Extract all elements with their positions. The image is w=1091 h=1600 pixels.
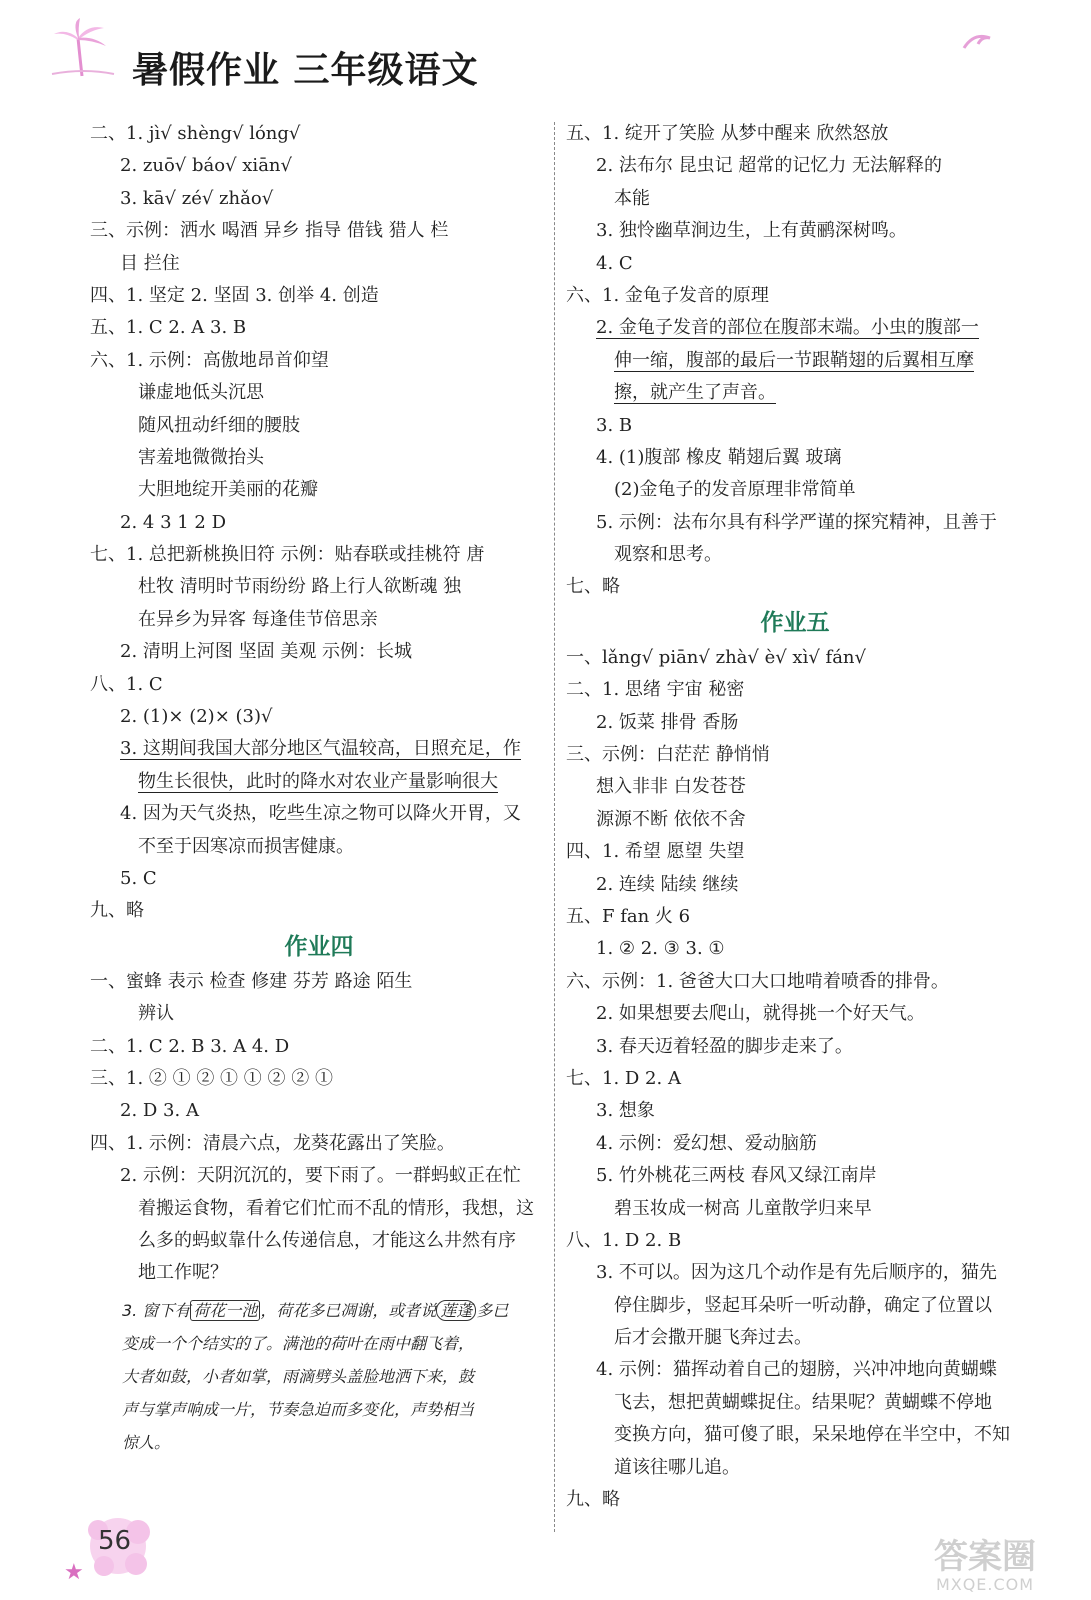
answer-text: 二、1. jì√ shèng√ lóng√ xyxy=(90,123,301,144)
answer-text: 三、示例：白茫茫 静悄悄 xyxy=(566,744,770,766)
answer-line xyxy=(566,1419,1024,1451)
answer-line xyxy=(566,1354,1024,1386)
answer-text: 后才会撒开腿飞奔过去。 xyxy=(614,1327,812,1349)
answer-text: 4. C xyxy=(596,252,633,274)
answer-text: 着搬运食物，看着它们忙而不乱的情形，我想，这 xyxy=(138,1197,534,1219)
answer-line xyxy=(566,1160,1024,1192)
answer-line xyxy=(566,1031,1024,1063)
answer-text: 3. 不可以。因为这几个动作是有先后顺序的，猫先 xyxy=(596,1262,997,1284)
answer-line xyxy=(566,248,1024,280)
answer-text: 谦虚地低头沉思 xyxy=(138,382,264,404)
answer-text: 六、示例：1. 爸爸大口大口地啃着喷香的排骨。 xyxy=(566,970,949,992)
answer-text: 想入非非 白发苍苍 xyxy=(596,776,746,798)
answer-line xyxy=(90,998,548,1030)
handwriting-line: 变成一个个结实的了。满池的荷叶在雨中翻飞着， xyxy=(122,1334,475,1353)
answer-line xyxy=(90,831,548,863)
answer-text: 变换方向，猫可傻了眼，呆呆地停在半空中，不知 xyxy=(614,1424,1010,1446)
answer-text: 2. 4 3 1 2 D xyxy=(120,511,227,533)
answer-text: 杜牧 清明时节雨纷纷 路上行人欲断魂 独 xyxy=(138,576,462,598)
answer-text: 随风扭动纤细的腰肢 xyxy=(138,414,300,436)
answer-text: 飞去，想把黄蝴蝶捉住。结果呢？黄蝴蝶不停地 xyxy=(614,1391,992,1413)
answer-text: 2. (1)× (2)× (3)√ xyxy=(120,706,273,728)
answer-text: 3. 想象 xyxy=(596,1100,655,1122)
section-heading xyxy=(90,928,548,966)
answer-line xyxy=(566,836,1024,868)
answer-line xyxy=(90,507,548,539)
section-heading xyxy=(566,604,1024,642)
handwriting-text: ，荷花多已凋谢，或者说 xyxy=(260,1301,437,1320)
answer-text: 道该往哪儿追。 xyxy=(614,1456,740,1478)
answer-line xyxy=(90,701,548,733)
answer-line xyxy=(566,442,1024,474)
answer-line xyxy=(566,410,1024,442)
answer-text: 3. B xyxy=(596,414,633,436)
answer-text: 大胆地绽开美丽的花瓣 xyxy=(138,479,318,501)
answer-text: 七、1. 总把新桃换旧符 示例：贴春联或挂桃符 唐 xyxy=(90,544,485,566)
answer-line xyxy=(90,312,548,344)
answer-line xyxy=(566,674,1024,706)
answer-line xyxy=(566,539,1024,571)
answer-text: 观察和思考。 xyxy=(614,544,722,566)
answer-line xyxy=(566,933,1024,965)
answer-text: 地工作呢？ xyxy=(138,1262,228,1284)
answer-line xyxy=(90,1031,548,1063)
answer-line xyxy=(566,771,1024,803)
answer-text: 1. ② 2. ③ 3. ① xyxy=(596,938,725,960)
answer-text: 五、F fan 火 6 xyxy=(566,905,691,927)
answer-text: 5. C xyxy=(120,867,157,889)
answer-line xyxy=(90,1193,548,1225)
answer-line xyxy=(566,1225,1024,1257)
answer-text: (2)金龟子的发音原理非常简单 xyxy=(614,479,856,501)
answer-text: 2. 如果想要去爬山，就得挑一个好天气。 xyxy=(596,1003,925,1025)
answer-text: 辨认 xyxy=(138,1003,174,1025)
answer-text: 2. 法布尔 昆虫记 超常的记忆力 无法解释的 xyxy=(596,155,943,177)
answer-line xyxy=(566,966,1024,998)
answer-text: 2. 示例：天阴沉沉的，要下雨了。一群蚂蚁正在忙 xyxy=(120,1165,521,1187)
answer-text: 一、lǎng√ piān√ zhà√ è√ xì√ fán√ xyxy=(566,646,866,668)
answer-text: 3. 独怜幽草涧边生，上有黄鹂深树鸣。 xyxy=(596,220,907,242)
watermark-url: MXQE.COM xyxy=(935,1575,1035,1594)
answer-line xyxy=(90,571,548,603)
answer-line xyxy=(566,312,1024,344)
answer-line xyxy=(566,1095,1024,1127)
answer-text: 5. 示例：法布尔具有科学严谨的探究精神，且善于 xyxy=(596,511,997,533)
answer-line xyxy=(566,507,1024,539)
answer-text: 害羞地微微抬头 xyxy=(138,446,264,468)
answer-text: 六、1. 示例：高傲地昂首仰望 xyxy=(90,349,329,371)
answer-text: 五、1. C 2. A 3. B xyxy=(90,317,247,339)
answer-line xyxy=(90,895,548,927)
answer-line xyxy=(566,215,1024,247)
answer-text: 四、1. 坚定 2. 坚固 3. 创举 4. 创造 xyxy=(90,284,379,306)
answer-text: 五、1. 绽开了笑脸 从梦中醒来 欣然怒放 xyxy=(566,123,889,144)
answer-line xyxy=(566,1128,1024,1160)
answer-line xyxy=(90,410,548,442)
answer-text: 2. 金龟子发音的部位在腹部末端。小虫的腹部一 xyxy=(596,317,979,339)
answer-text: 三、1. ② ① ② ① ① ② ② ① xyxy=(90,1067,333,1089)
answer-line xyxy=(566,1063,1024,1095)
answer-line xyxy=(566,150,1024,182)
answer-text: 3. kā√ zé√ zhǎo√ xyxy=(120,187,274,209)
answer-text: 2. D 3. A xyxy=(120,1100,199,1122)
answer-line xyxy=(566,869,1024,901)
answer-line xyxy=(566,1193,1024,1225)
answer-text: 一、蜜蜂 表示 检查 修建 芬芳 路途 陌生 xyxy=(90,970,413,992)
answer-line xyxy=(566,707,1024,739)
answer-text: 3. 春天迈着轻盈的脚步走来了。 xyxy=(596,1035,853,1057)
answer-text: 七、略 xyxy=(566,576,620,598)
answer-text: 5. 竹外桃花三两枝 春风又绿江南岸 xyxy=(596,1165,877,1187)
answer-text: 四、1. 希望 愿望 失望 xyxy=(566,841,745,863)
answer-text: 4. 示例：猫挥动着自己的翅膀，兴冲冲地向黄蝴蝶 xyxy=(596,1359,997,1381)
boxed-phrase: 荷花一池 xyxy=(190,1300,260,1321)
answer-text: 不至于因寒凉而损害健康。 xyxy=(138,835,354,857)
column-divider xyxy=(554,122,555,1532)
answer-line xyxy=(90,377,548,409)
answer-text: 擦，就产生了声音。 xyxy=(614,382,776,404)
answer-line xyxy=(566,345,1024,377)
answer-line xyxy=(90,1128,548,1160)
answer-text: 在异乡为异客 每逢佳节倍思亲 xyxy=(138,608,378,630)
answer-line xyxy=(90,442,548,474)
answer-line xyxy=(90,215,548,247)
answer-line xyxy=(90,1257,548,1289)
answer-text: 作业五 xyxy=(760,608,830,636)
page-number: 56 xyxy=(98,1526,132,1556)
watermark-logo xyxy=(900,1538,1070,1594)
answer-line xyxy=(566,1290,1024,1322)
answer-text: 4. 因为天气炎热，吃些生凉之物可以降火开胃，又 xyxy=(120,803,521,825)
answer-text: 目 拦住 xyxy=(120,252,180,274)
answer-text: 作业四 xyxy=(284,932,354,960)
answer-line xyxy=(90,1063,548,1095)
answer-text: 七、1. D 2. A xyxy=(566,1067,681,1089)
answer-text: 源源不断 依依不舍 xyxy=(596,808,746,830)
answer-line xyxy=(566,739,1024,771)
answer-text: 4. 示例：爱幻想、爱动脑筋 xyxy=(596,1132,817,1154)
answer-text: 二、1. 思绪 宇宙 秘密 xyxy=(566,679,745,701)
answer-text: 四、1. 示例：清晨六点，龙葵花露出了笑脸。 xyxy=(90,1132,455,1154)
answer-line xyxy=(566,474,1024,506)
answer-line xyxy=(90,474,548,506)
answer-line xyxy=(566,1452,1024,1484)
answer-text: 三、示例：洒水 喝酒 异乡 指导 借钱 猎人 栏 xyxy=(90,220,449,242)
page-title: 暑假作业 三年级语文 xyxy=(132,50,479,91)
answer-line xyxy=(90,280,548,312)
answer-line xyxy=(566,377,1024,409)
answer-line xyxy=(90,733,548,765)
answer-line xyxy=(566,804,1024,836)
answer-line xyxy=(566,1322,1024,1354)
answer-line xyxy=(90,636,548,668)
answer-line xyxy=(90,863,548,895)
palm-tree-icon xyxy=(48,18,118,78)
left-answer-column xyxy=(90,118,548,1290)
answer-line xyxy=(566,571,1024,603)
answer-line xyxy=(90,966,548,998)
answer-text: 碧玉妆成一树高 儿童散学归来早 xyxy=(614,1197,872,1219)
answer-text: 么多的蚂蚁靠什么传递信息，才能这么井然有序 xyxy=(138,1229,516,1251)
answer-line xyxy=(90,604,548,636)
handwriting-text: 多已 xyxy=(476,1301,509,1320)
answer-line xyxy=(566,998,1024,1030)
answer-text: 2. 连续 陆续 继续 xyxy=(596,873,739,895)
answer-text: 八、1. C xyxy=(90,673,163,695)
right-answer-column xyxy=(566,118,1024,1516)
handwriting-line xyxy=(122,1294,550,1327)
answer-line xyxy=(90,118,548,150)
answer-line xyxy=(90,248,548,280)
answer-line xyxy=(566,901,1024,933)
star-icon: ★ xyxy=(64,1560,84,1585)
answer-line xyxy=(90,1095,548,1127)
answer-line xyxy=(90,1225,548,1257)
answer-line xyxy=(566,183,1024,215)
answer-text: 物生长很快，此时的降水对农业产量影响很大 xyxy=(138,770,498,792)
answer-line xyxy=(90,150,548,182)
answer-line xyxy=(90,669,548,701)
handwriting-text: 3. 窗下有 xyxy=(122,1301,191,1320)
handwritten-answer xyxy=(90,1294,550,1459)
answer-text: 伸一缩，腹部的最后一节跟鞘翅的后翼相互摩 xyxy=(614,349,974,371)
answer-text: 二、1. C 2. B 3. A 4. D xyxy=(90,1035,290,1057)
answer-text: 八、1. D 2. B xyxy=(566,1229,682,1251)
answer-line xyxy=(566,642,1024,674)
answer-line xyxy=(90,539,548,571)
handwriting-line: 声与掌声响成一片，节奏急迫而多变化，声势相当 xyxy=(122,1400,475,1419)
answer-line xyxy=(566,1257,1024,1289)
answer-line xyxy=(566,280,1024,312)
answer-line xyxy=(566,1387,1024,1419)
handwriting-line: 大者如鼓，小者如掌，雨滴劈头盖脸地洒下来，鼓 xyxy=(122,1367,475,1386)
answer-line xyxy=(90,1160,548,1192)
answer-text: 2. 清明上河图 坚固 美观 示例：长城 xyxy=(120,641,413,663)
answer-text: 3. 这期间我国大部分地区气温较高，日照充足，作 xyxy=(120,738,521,760)
answer-text: 六、1. 金龟子发音的原理 xyxy=(566,284,769,306)
answer-line xyxy=(90,345,548,377)
answer-line xyxy=(90,183,548,215)
answer-text: 九、略 xyxy=(566,1489,620,1511)
answer-line xyxy=(566,118,1024,150)
circled-word: 莲蓬 xyxy=(436,1300,476,1321)
watermark-text: 答案圈 xyxy=(934,1537,1036,1577)
answer-text: 2. zuō√ báo√ xiān√ xyxy=(120,155,292,177)
answer-text: 2. 饭菜 排骨 香肠 xyxy=(596,711,739,733)
handwriting-line: 惊人。 xyxy=(122,1433,171,1452)
answer-line xyxy=(90,798,548,830)
answer-line xyxy=(566,1484,1024,1516)
answer-text: 九、略 xyxy=(90,900,144,922)
swirl-decoration-icon xyxy=(960,28,1000,58)
answer-text: 4. (1)腹部 橡皮 鞘翅后翼 玻璃 xyxy=(596,446,842,468)
answer-line xyxy=(90,766,548,798)
answer-text: 停住脚步，竖起耳朵听一听动静，确定了位置以 xyxy=(614,1294,992,1316)
answer-text: 本能 xyxy=(614,187,650,209)
